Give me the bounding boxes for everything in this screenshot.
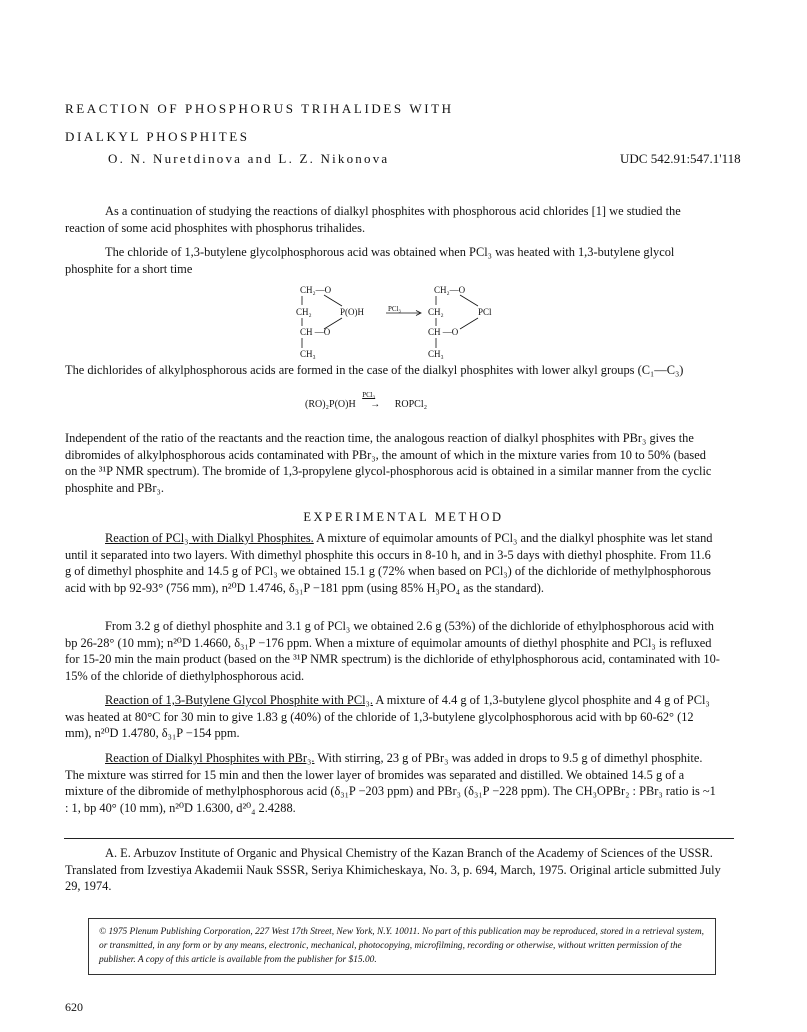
intro-paragraph: As a continuation of studying the reactions of dialkyl phosphites with phosphorous acid chlorides [1] we studied the reaction of some acid phosphites with phosphorus trihalides. — [65, 204, 681, 235]
authors: O. N. Nuretdinova and L. Z. Nikonova — [108, 151, 390, 166]
dichloride-paragraph: The dichlorides of alkylphosphorous acids are formed in the case of the dialkyl phosphites with lower alkyl groups (C₁—C₃) — [65, 363, 684, 377]
scheme-right-ch2o: CH₂—O — [434, 285, 466, 295]
section-heading: EXPERIMENTAL METHOD — [303, 510, 504, 524]
footnote-divider — [64, 838, 734, 839]
title-line-2: DIALKYL PHOSPHITES — [65, 129, 250, 144]
butylene-paragraph: The chloride of 1,3-butylene glycolphosphorous acid was obtained when PCl₃ was heated with 1,3-butylene glycol phosphite for a short time — [65, 245, 675, 276]
udc-code: UDC 542.91:547.1'118 — [620, 151, 741, 166]
article-title — [65, 95, 454, 151]
experiment-1-body: A mixture of equimolar amounts of PCl₃ and the dialkyl phosphite was let stand until it separated into two layers. With dimethyl phosphite this occurs in 8-10 h, and in 3-5 days with diethyl phosphite. From 11.6 g of dimethyl phosphite and 14.5 g of PCl₃ we obtained 15.1 g (72% when based on PCl₃) of the dichloride of methylphosphorous acid with bp 92-93° (756 mm), n²⁰D 1.4746, δ₃₁P −181 ppm (using 85% H₃PO₄ as the standard). — [65, 531, 713, 595]
scheme-left-poh: P(O)H — [340, 307, 364, 317]
reaction-scheme-diagram — [280, 285, 530, 360]
general-equation — [305, 391, 428, 410]
copyright-box: © 1975 Plenum Publishing Corporation, 227 West 17th Street, New York, N.Y. 10011. No part of this publication may be reproduced, stored in a retrieval system, or transmitted, in any form or by any means, electronic, mechanical, photocopying, microfilming, recording or otherwise, without written permission of the publisher. A copy of this article is available from the publisher for $15.00. — [88, 918, 716, 975]
scheme-bond — [324, 295, 342, 306]
scheme-right-cho: CH —O — [428, 327, 459, 337]
bromide-paragraph: Independent of the ratio of the reactants and the reaction time, the analogous reaction of dialkyl phosphites with PBr₃ gives the dibromides of alkylphosphorous acids contaminated with PBr₃, the amount of which in the mixture varies from 10 to 50% (based on the ³¹P NMR spectrum). The bromide of 1,3-propylene glycol-phosphorous acid is obtained in a similar manner from the cyclic phosphite and PBr₃. — [65, 431, 712, 495]
experiment-1-paragraph — [65, 530, 720, 596]
experiment-1-heading: Reaction of PCl₃ with Dialkyl Phosphites. — [105, 531, 314, 545]
experiment-4-heading: Reaction of Dialkyl Phosphites with PBr₃. — [105, 751, 315, 765]
experiment-3-paragraph — [65, 692, 720, 742]
experiment-3-heading: Reaction of 1,3-Butylene Glycol Phosphite with PCl₃. — [105, 693, 373, 707]
scheme-left-cho: CH —O — [300, 327, 331, 337]
title-line-1: REACTION OF PHOSPHORUS TRIHALIDES WITH — [65, 101, 454, 116]
equation-rhs: ROPCl₂ — [394, 399, 428, 410]
scheme-left-ch3: CH₃ — [300, 349, 316, 359]
equation-arrow-label: PCl₃ — [362, 391, 376, 399]
experiment-4-paragraph — [65, 750, 720, 816]
scheme-right-ch3: CH₃ — [428, 349, 444, 359]
scheme-left-ch2: CH₂ — [296, 307, 312, 317]
experiment-3-body: A mixture of 4.4 g of 1,3-butylene glycol phosphite and 4 g of PCl₃ was heated at 80°C for 30 min to give 1.83 g (40%) of the chloride of 1,3-butylene glycolphosphorous acid with bp 60-62° (12 mm), n²⁰D 1.4780, δ₃₁P −154 ppm. — [65, 693, 710, 740]
scheme-arrow-label: PCl₃ — [388, 305, 401, 313]
scheme-right-ch2: CH₂ — [428, 307, 444, 317]
scheme-bond — [460, 295, 478, 306]
experiment-2-paragraph: From 3.2 g of diethyl phosphite and 3.1 g of PCl₃ we obtained 2.6 g (53%) of the dichloride of ethylphosphorous acid with bp 26-28° (10 mm); n²⁰D 1.4660, δ₃₁P −176 ppm. When a mixture of equimolar amounts of diethyl phosphite and PCl₃ is refluxed for 15-20 min the main product (based on the ³¹P NMR spectrum) is the dichloride of ethylphosphorous acid, contaminated with 10-15% of the chloride of diethylphosphorous acid. — [65, 619, 720, 683]
equation-lhs: (RO)₂P(O)H — [305, 399, 356, 410]
experiment-4-body: With stirring, 23 g of PBr₃ was added in drops to 9.5 g of dimethyl phosphite. The mixture was stirred for 15 min and then the lower layer of bromides was separated and distilled. We obtained 14.5 g of a mixture of the dibromide of methylphosphorous acid (δ₃₁P −203 ppm) and PBr₃ (δ₃₁P −228 ppm). The CH₃OPBr₂ : PBr₃ ratio is ~1 : 1, bp 40° (10 mm), n²⁰D 1.6300, d²⁰₄ 2.4288. — [65, 751, 716, 815]
scheme-right-pcl: PCl — [478, 307, 492, 317]
scheme-bond — [324, 318, 342, 329]
scheme-bond — [460, 318, 478, 329]
scheme-left-ch2o: CH₂—O — [300, 285, 332, 295]
equation-arrow: PCl₃ → — [362, 391, 381, 410]
page-number: 620 — [65, 1000, 83, 1014]
affiliation-note: A. E. Arbuzov Institute of Organic and Physical Chemistry of the Kazan Branch of the Academy of Sciences of the USSR. Translated from Izvestiya Akademii Nauk SSSR, Seriya Khimicheskaya, No. 3, p. 694, March, 1975. Original article submitted July 29, 1974. — [65, 846, 721, 893]
